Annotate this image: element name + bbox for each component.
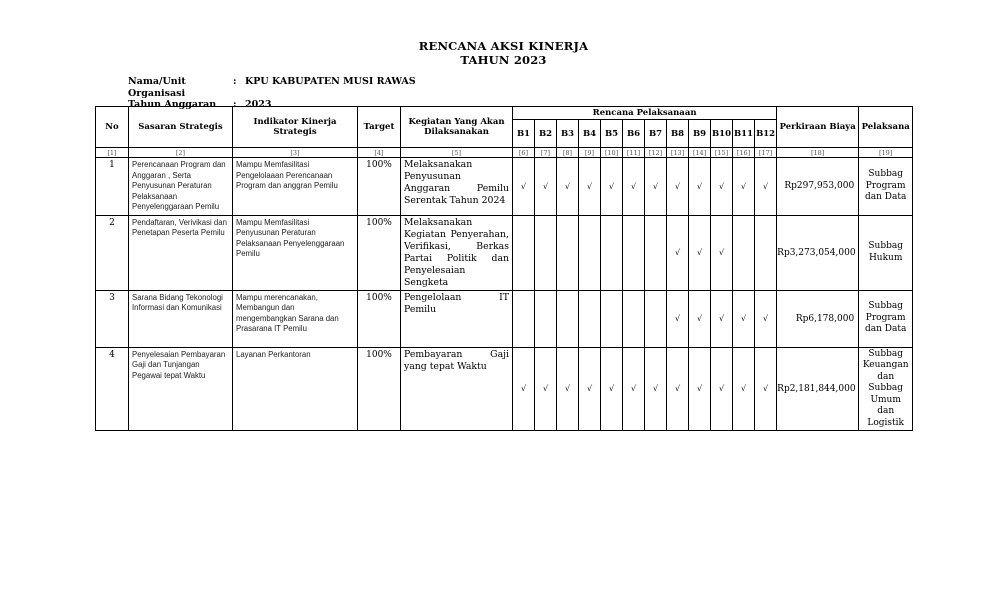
table-row (96, 290, 913, 347)
cell-kegiatan: Pengelolaan IT Pemilu (401, 290, 513, 347)
org-label: Nama/Unit Organisasi (128, 76, 186, 99)
cell-biaya: Rp297,953,000 (777, 158, 859, 216)
org-separator: : (233, 76, 237, 87)
cell-biaya: Rp6,178,000 (777, 290, 859, 347)
column-header-b1: B1 (513, 120, 535, 148)
cell-check-b10: √ (711, 290, 733, 347)
document-title-line1: RENCANA AKSI KINERJA (418, 39, 589, 53)
column-header-target: Target (358, 107, 401, 148)
column-header-b9: B9 (689, 120, 711, 148)
column-number: [12] (645, 148, 667, 158)
cell-check-b4: √ (579, 347, 601, 431)
cell-indikator: Mampu merencanakan, Membangun dan mengembangkan Sarana dan Prasarana IT Pemilu (233, 290, 358, 347)
column-number: [14] (689, 148, 711, 158)
cell-check-b5: √ (601, 158, 623, 216)
column-number: [8] (557, 148, 579, 158)
column-header-b10: B10 (711, 120, 733, 148)
table-head (96, 107, 913, 158)
year-value: 2023 (245, 99, 272, 110)
column-header-b5: B5 (601, 120, 623, 148)
cell-pelaksana: Subbag Program dan Data (859, 290, 913, 347)
column-header-no: No (96, 107, 129, 148)
cell-check-b7 (645, 290, 667, 347)
cell-check-b8: √ (667, 215, 689, 290)
cell-check-b6: √ (623, 158, 645, 216)
cell-check-b2: √ (535, 158, 557, 216)
column-header-b8: B8 (667, 120, 689, 148)
cell-pelaksana: Subbag Program dan Data (859, 158, 913, 216)
column-number: [16] (733, 148, 755, 158)
cell-indikator: Mampu Memfasilitasi Penyusunan Peraturan Pelaksanaan Penyelenggaraan Pemilu (233, 215, 358, 290)
table-row (96, 215, 913, 290)
cell-check-b7 (645, 215, 667, 290)
column-number: [18] (777, 148, 859, 158)
cell-check-b12 (755, 215, 777, 290)
cell-sasaran: Sarana Bidang Tekonologi Informasi dan Komunikasi (129, 290, 233, 347)
cell-check-b1 (513, 290, 535, 347)
column-number: [3] (233, 148, 358, 158)
cell-check-b1 (513, 215, 535, 290)
column-header-indikator: Indikator Kinerja Strategis (233, 107, 358, 148)
column-number: [4] (358, 148, 401, 158)
column-number: [10] (601, 148, 623, 158)
cell-check-b9: √ (689, 158, 711, 216)
cell-pelaksana: Subbag Hukum (859, 215, 913, 290)
column-header-kegiatan: Kegiatan Yang Akan Dilaksanakan (401, 107, 513, 148)
cell-sasaran: Pendaftaran, Verivikasi dan Penetapan Peserta Pemilu (129, 215, 233, 290)
cell-check-b1: √ (513, 158, 535, 216)
document-title (95, 39, 912, 67)
cell-check-b5 (601, 290, 623, 347)
cell-kegiatan: Melaksanakan Kegiatan Penyerahan, Verifikasi, Berkas Partai Politik dan Penyelesaian Sengketa (401, 215, 513, 290)
column-header-b6: B6 (623, 120, 645, 148)
year-label: Tahun Anggaran (128, 99, 217, 110)
column-number: [2] (129, 148, 233, 158)
column-number: [17] (755, 148, 777, 158)
cell-check-b7: √ (645, 158, 667, 216)
column-number: [7] (535, 148, 557, 158)
cell-no: 4 (96, 347, 129, 431)
year-separator: : (233, 99, 237, 110)
cell-check-b6 (623, 290, 645, 347)
document-title-line2: TAHUN 2023 (460, 53, 547, 67)
cell-pelaksana: Subbag Keuangan dan Subbag Umum dan Logistik (859, 347, 913, 431)
cell-check-b2 (535, 215, 557, 290)
cell-target: 100% (358, 215, 401, 290)
cell-check-b7: √ (645, 347, 667, 431)
column-number: [19] (859, 148, 913, 158)
cell-check-b4 (579, 215, 601, 290)
cell-check-b12: √ (755, 158, 777, 216)
table-body (96, 158, 913, 431)
cell-check-b6: √ (623, 347, 645, 431)
cell-check-b8: √ (667, 347, 689, 431)
cell-check-b10: √ (711, 158, 733, 216)
cell-check-b11 (733, 215, 755, 290)
cell-check-b10: √ (711, 215, 733, 290)
org-value: KPU KABUPATEN MUSI RAWAS (245, 76, 416, 87)
cell-sasaran: Penyelesaian Pembayaran Gaji dan Tunjangan Pegawai tepat Waktu (129, 347, 233, 431)
cell-check-b4: √ (579, 158, 601, 216)
column-header-pelaksana: Pelaksana (859, 107, 913, 148)
cell-check-b3: √ (557, 347, 579, 431)
cell-kegiatan: Melaksanakan Penyusunan Anggaran Pemilu Serentak Tahun 2024 (401, 158, 513, 216)
kinerja-table (95, 106, 913, 431)
cell-check-b4 (579, 290, 601, 347)
column-header-b4: B4 (579, 120, 601, 148)
column-number: [13] (667, 148, 689, 158)
column-number: [11] (623, 148, 645, 158)
meta-row-organisasi (128, 76, 416, 99)
cell-target: 100% (358, 158, 401, 216)
header-row-column-numbers (96, 148, 913, 158)
column-number: [6] (513, 148, 535, 158)
cell-check-b5: √ (601, 347, 623, 431)
cell-check-b11: √ (733, 347, 755, 431)
cell-target: 100% (358, 290, 401, 347)
cell-no: 1 (96, 158, 129, 216)
cell-check-b11: √ (733, 290, 755, 347)
cell-no: 2 (96, 215, 129, 290)
cell-check-b11: √ (733, 158, 755, 216)
column-number: [1] (96, 148, 129, 158)
cell-check-b1: √ (513, 347, 535, 431)
cell-kegiatan: Pembayaran Gaji yang tepat Waktu (401, 347, 513, 431)
column-header-b2: B2 (535, 120, 557, 148)
cell-check-b9: √ (689, 347, 711, 431)
cell-indikator: Mampu Memfasilitasi Pengelolaaan Perencanaan Program dan anggran Pemilu (233, 158, 358, 216)
cell-biaya: Rp3,273,054,000 (777, 215, 859, 290)
header-row-top (96, 107, 913, 120)
column-header-b11: B11 (733, 120, 755, 148)
cell-check-b9: √ (689, 215, 711, 290)
cell-no: 3 (96, 290, 129, 347)
column-header-b7: B7 (645, 120, 667, 148)
column-header-sasaran: Sasaran Strategis (129, 107, 233, 148)
cell-check-b12: √ (755, 347, 777, 431)
cell-check-b3 (557, 290, 579, 347)
column-header-rencana-pelaksanaan: Rencana Pelaksanaan (513, 107, 777, 120)
cell-sasaran: Perencanaan Program dan Anggaran , Serta Penyusunan Peraturan Pelaksanaan Penyelenggaraan Pemilu (129, 158, 233, 216)
cell-check-b12: √ (755, 290, 777, 347)
cell-check-b5 (601, 215, 623, 290)
cell-check-b2: √ (535, 347, 557, 431)
table-row (96, 347, 913, 431)
column-header-b12: B12 (755, 120, 777, 148)
column-number: [15] (711, 148, 733, 158)
column-header-perkiraan-biaya: Perkiraan Biaya (777, 107, 859, 148)
column-number: [9] (579, 148, 601, 158)
cell-check-b3: √ (557, 158, 579, 216)
cell-biaya: Rp2,181,844,000 (777, 347, 859, 431)
cell-check-b3 (557, 215, 579, 290)
cell-check-b6 (623, 215, 645, 290)
column-number: [5] (401, 148, 513, 158)
cell-target: 100% (358, 347, 401, 431)
cell-check-b8: √ (667, 158, 689, 216)
cell-check-b10: √ (711, 347, 733, 431)
cell-check-b9: √ (689, 290, 711, 347)
cell-check-b8: √ (667, 290, 689, 347)
cell-indikator: Layanan Perkantoran (233, 347, 358, 431)
table-row (96, 158, 913, 216)
cell-check-b2 (535, 290, 557, 347)
column-header-b3: B3 (557, 120, 579, 148)
